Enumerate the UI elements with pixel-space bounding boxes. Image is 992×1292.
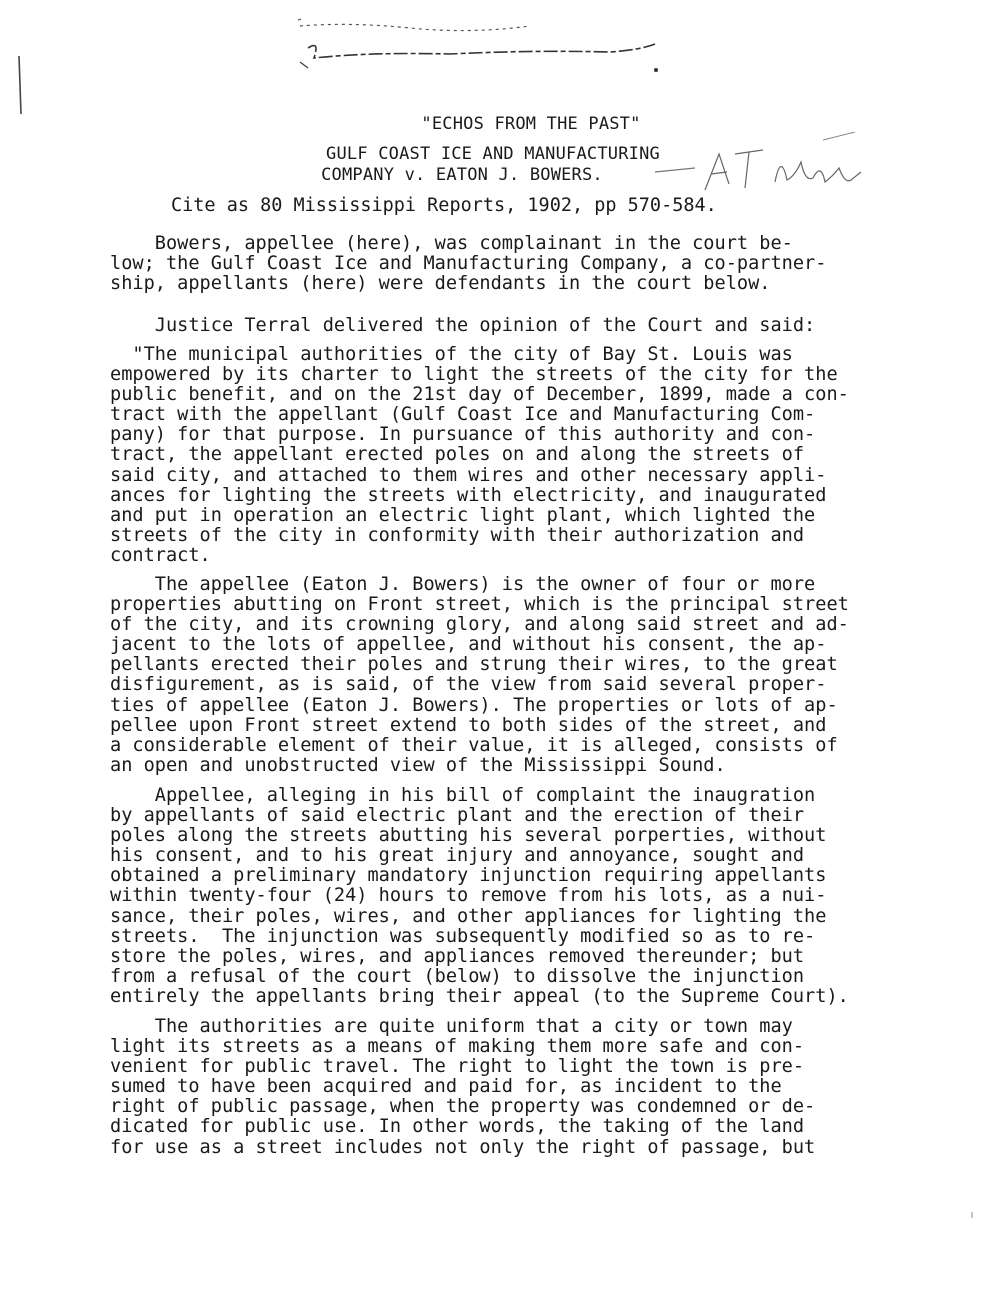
margin-tick-mark bbox=[970, 1212, 974, 1218]
text-line: dicated for public use. In other words, the taking of the land bbox=[110, 1116, 805, 1138]
case-name-line-1: GULF COAST ICE AND MANUFACTURING bbox=[326, 144, 660, 164]
text-line: obtained a preliminary mandatory injunction requiring appellants bbox=[110, 865, 827, 887]
text-line: poles along the streets abutting his several porperties, without bbox=[110, 825, 827, 847]
text-line: "The municipal authorities of the city of Bay St. Louis was bbox=[110, 344, 793, 365]
text-line: and put in operation an electric light plant, which lighted the bbox=[110, 504, 816, 526]
text-line: store the poles, wires, and appliances removed thereunder; but bbox=[110, 945, 805, 967]
text-line: properties abutting on Front street, which is the principal street bbox=[110, 594, 849, 616]
text-line: Appellee, alleging in his bill of complaint the inaugration bbox=[110, 785, 816, 806]
paragraph-opinion-4 bbox=[110, 1017, 910, 1158]
paragraph-opinion-3 bbox=[110, 786, 910, 1007]
text-line: The appellee (Eaton J. Bowers) is the owner of four or more bbox=[110, 574, 816, 595]
text-line: within twenty-four (24) hours to remove from his lots, as a nui- bbox=[110, 885, 827, 907]
text-line: for use as a street includes not only the right of passage, but bbox=[110, 1136, 816, 1158]
text-line: tract, the appellant erected poles on and along the streets of bbox=[110, 444, 805, 466]
text-line: contract. bbox=[110, 544, 211, 566]
text-line: a considerable element of their value, it is alleged, consists of bbox=[110, 734, 838, 756]
paragraph-opinion-1 bbox=[110, 345, 910, 566]
text-line: low; the Gulf Coast Ice and Manufacturing Company, a co-partner- bbox=[110, 253, 827, 275]
text-line: sance, their poles, wires, and other appliances for lighting the bbox=[110, 905, 827, 927]
pen-scribble-mark bbox=[290, 14, 670, 74]
text-line: The authorities are quite uniform that a city or town may bbox=[110, 1016, 793, 1037]
document-title: "ECHOS FROM THE PAST" bbox=[421, 114, 641, 134]
text-line: pellee upon Front street extend to both sides of the street, and bbox=[110, 714, 827, 736]
case-name-line-2: COMPANY v. EATON J. BOWERS. bbox=[321, 165, 603, 185]
text-line: Justice Terral delivered the opinion of the Court and said: bbox=[110, 315, 816, 336]
text-line: ances for lighting the streets with electricity, and inaugurated bbox=[110, 484, 827, 506]
text-line: streets. The injunction was subsequently modified so as to re- bbox=[110, 925, 816, 947]
text-line: entirely the appellants bring their appeal (to the Supreme Court). bbox=[110, 985, 849, 1007]
text-line: empowered by its charter to light the streets of the city for the bbox=[110, 364, 838, 386]
text-line: by appellants of said electric plant and the erection of their bbox=[110, 805, 805, 827]
text-line: right of public passage, when the property was condemned or de- bbox=[110, 1096, 816, 1118]
text-line: pany) for that purpose. In pursuance of this authority and con- bbox=[110, 424, 816, 446]
text-line: sumed to have been acquired and paid for, as incident to the bbox=[110, 1076, 782, 1098]
text-line: pellants erected their poles and strung their wires, to the great bbox=[110, 654, 838, 676]
text-line: from a refusal of the court (below) to dissolve the injunction bbox=[110, 965, 805, 987]
text-line: light its streets as a means of making them more safe and con- bbox=[110, 1036, 805, 1058]
text-line: tract with the appellant (Gulf Coast Ice and Manufacturing Com- bbox=[110, 404, 816, 426]
paragraph-opinion-2 bbox=[110, 575, 910, 776]
text-line: disfigurement, as is said, of the view from said several proper- bbox=[110, 674, 827, 696]
text-line: ship, appellants (here) were defendants in the court below. bbox=[110, 273, 771, 295]
margin-mark bbox=[10, 52, 30, 122]
handwritten-signature bbox=[655, 132, 885, 202]
text-line: public benefit, and on the 21st day of December, 1899, made a con- bbox=[110, 384, 849, 406]
text-line: an open and unobstructed view of the Mississippi Sound. bbox=[110, 754, 726, 776]
text-line: said city, and attached to them wires and other necessary appli- bbox=[110, 464, 827, 486]
text-line: streets of the city in conformity with their authorization and bbox=[110, 524, 805, 546]
text-line: Bowers, appellee (here), was complainant in the court be- bbox=[110, 233, 793, 254]
paragraph-justice bbox=[110, 316, 910, 336]
text-line: of the city, and its crowning glory, and along said street and ad- bbox=[110, 614, 849, 636]
paragraph-parties bbox=[110, 234, 910, 294]
text-line: ties of appellee (Eaton J. Bowers). The properties or lots of ap- bbox=[110, 694, 838, 716]
text-line: jacent to the lots of appellee, and without his consent, the ap- bbox=[110, 634, 827, 656]
text-line: his consent, and to his great injury and annoyance, sought and bbox=[110, 845, 805, 867]
text-line: venient for public travel. The right to light the town is pre- bbox=[110, 1056, 805, 1078]
citation: Cite as 80 Mississippi Reports, 1902, pp 570-584. bbox=[171, 195, 717, 216]
